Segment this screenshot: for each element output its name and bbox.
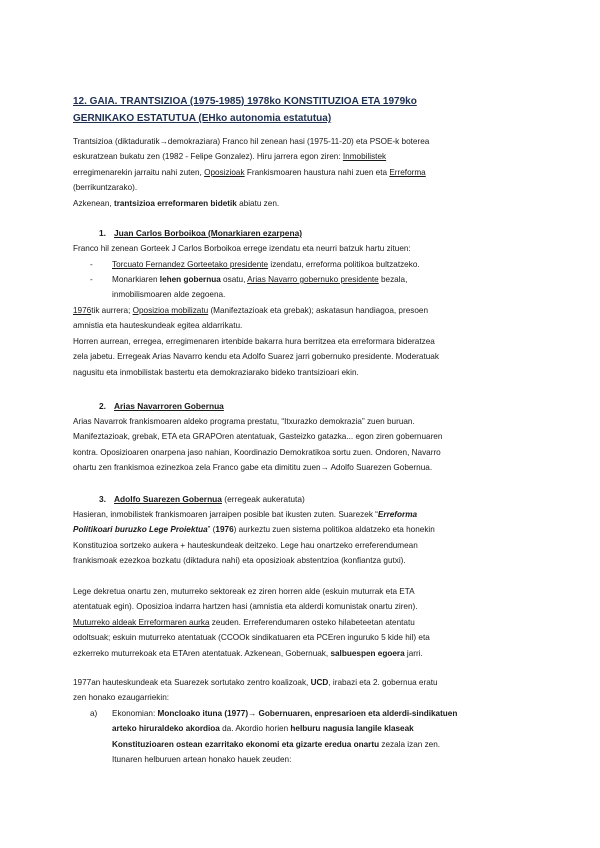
section-2-heading: 2. Arias Navarroren Gobernua — [99, 401, 224, 411]
section-1-heading: 1. Juan Carlos Borboikoa (Monarkiaren ezarpena) — [99, 228, 303, 238]
term-inmobilistak: Inmobilistek — [342, 152, 387, 162]
term-oposizioa: Oposizioak — [204, 167, 245, 177]
text-line: Azkenean, trantsizioa erreformaren bidetik abiatu zen. — [73, 198, 280, 208]
text-line: Konstituzioa sortzeko aukera + hauteskundeak deitzeko. Lege hau onartzeko erreferendumean — [73, 540, 418, 550]
text-line: eskuratzean bukatu zen (1982 - Felipe Gonzalez). Hiru jarrera egon ziren: Inmobilistek — [73, 152, 387, 162]
section-2-body — [73, 414, 535, 476]
text-line: (berrikuntzarako). — [73, 183, 138, 193]
intro-paragraph — [73, 134, 535, 211]
text-line: erregimenarekin jarraitu nahi zuten, Oposizioak Frankismoaren haustura nahi zuen eta Erreforma — [73, 167, 426, 177]
text-line: Manifeztazioak, grebak, ETA eta GRAPOren atentatuak, Gasteizko gatazka... egon ziren gobernuaren — [73, 432, 443, 442]
section-3-body-2 — [73, 584, 535, 661]
text-line: Horren aurrean, erregea, erregimenaren irtenbide bakarra hura berritzea eta erreformara bideratzea — [73, 336, 435, 346]
text-line: zela jabetu. Erregeak Arias Navarro kendu eta Adolfo Suarez jarri gobernuko presidente. Moderatuak — [73, 352, 439, 362]
section-3-body-3 — [73, 675, 535, 706]
text-line: ezkerreko muturrekoak eta ETAren atentatuak. Azkenean, Gobernuak, salbuespen egoera jarri. — [73, 648, 423, 658]
text-line: Politikoari buruzko Lege Proiektua” (1976) aurkeztu zuen sistema politikoa aldatzeko eta honekin — [73, 525, 435, 535]
text-line: Hasieran, inmobilistek frankismoaren jarraipen posible bat ikusten zuten. Suarezek “Erreforma — [73, 510, 418, 519]
text-line: kontra. Oposizioaren onarpena jaso nahian, Koordinazio Demokratikoa sortu zuen. Ondoren, Navarro — [73, 447, 441, 457]
section-3-body-1 — [73, 507, 535, 569]
list-item: - Monarkiaren lehen gobernua osatu, Arias Navarro gobernuko presidente bezala, inmobilismoaren alde zegoena. — [90, 275, 408, 300]
title-line-2: GERNIKAKO ESTATUTUA (EHko autonomia estatutua) — [73, 113, 332, 124]
term-erreforma: Erreforma — [389, 167, 426, 177]
page-title — [73, 93, 543, 127]
text-line: nagusitu eta inmobilistak bastertu eta demokraziarako bideko trantsizioari ekin. — [73, 367, 359, 377]
text-line: Franco hil zenean Gorteek J Carlos Borboikoa errege izendatu eta neurri batzuk hartu zituen: — [73, 244, 411, 253]
section-3-heading: 3. Adolfo Suarezen Gobernua (erregeak aukeratuta) — [99, 494, 305, 504]
text-line: amnistia eta hauteskundeak egitea aldarrikatu. — [73, 321, 243, 331]
text-line: frankismoak ezezkoa bozkatu (diktadura nahi) eta oposizioak abstentzioa (konfiantza gutxi). — [73, 556, 406, 566]
text-line: Arias Navarrok frankismoaren aldeko programa prestatu, “Itxurazko demokrazia” zuen buruan. — [73, 417, 415, 426]
title-line-1: 12. GAIA. TRANTSIZIOA (1975-1985) 1978ko KONSTITUZIOA ETA 1979ko — [73, 96, 417, 107]
text-line: atentatuak egin). Oposizioa indarra hartzen hasi (amnistia eta alderdi komunistak onartu ziren). — [73, 602, 418, 612]
text-line: 1977an hauteskundeak eta Suarezek sortutako zentro koalizoak, UCD, irabazi eta 2. gobernua eratu — [73, 678, 438, 687]
list-item-a: a) Ekonomian: Moncloako ituna (1977)→ Gobernuaren, enpresarioen eta alderdi-sindikatuen arteko hiruraldeko akordioa da. Akordio horien helburu nagusia langile klaseak Konstituzioaren ostean ezarritako ekonomi eta gizarte eredua onartu zezala izan zen. Itunaren helburuen artean honako hauek zeuden: — [90, 709, 458, 765]
text-line: zen honako ezaugarriekin: — [73, 693, 170, 703]
list-item: - Torcuato Fernandez Gorteetako presidente izendatu, erreforma politikoa bultzatzeko. — [90, 260, 420, 269]
text-line: ohartu zen frankismoa ezinezkoa zela Franco gabe eta dimititu zuen→ Adolfo Suarezen Gobernua. — [73, 463, 433, 473]
section-1-body — [73, 303, 535, 380]
text-line: odoltsuak; eskuin muturreko atentatuak (CCOOk sindikatuaren eta PCEren inguruko 5 kide hil) eta — [73, 633, 430, 643]
section-1-intro — [73, 241, 535, 256]
text-line: Trantsizioa (diktaduratik→demokraziara) Franco hil zenean hasi (1975-11-20) eta PSOE-k boterea — [73, 137, 430, 146]
text-line: Muturreko aldeak Erreformaren aurka zeuden. Erreferendumaren osteko hilabeteetan atentatu — [73, 617, 415, 627]
text-line: Lege dekretua onartu zen, muturreko sektoreak ez ziren horren alde (eskuin muturrak eta ETA — [73, 587, 415, 596]
text-line: 1976tik aurrera; Oposizioa mobilizatu (Manifeztazioak eta grebak); askatasun handiagoa, presoen — [73, 306, 429, 315]
